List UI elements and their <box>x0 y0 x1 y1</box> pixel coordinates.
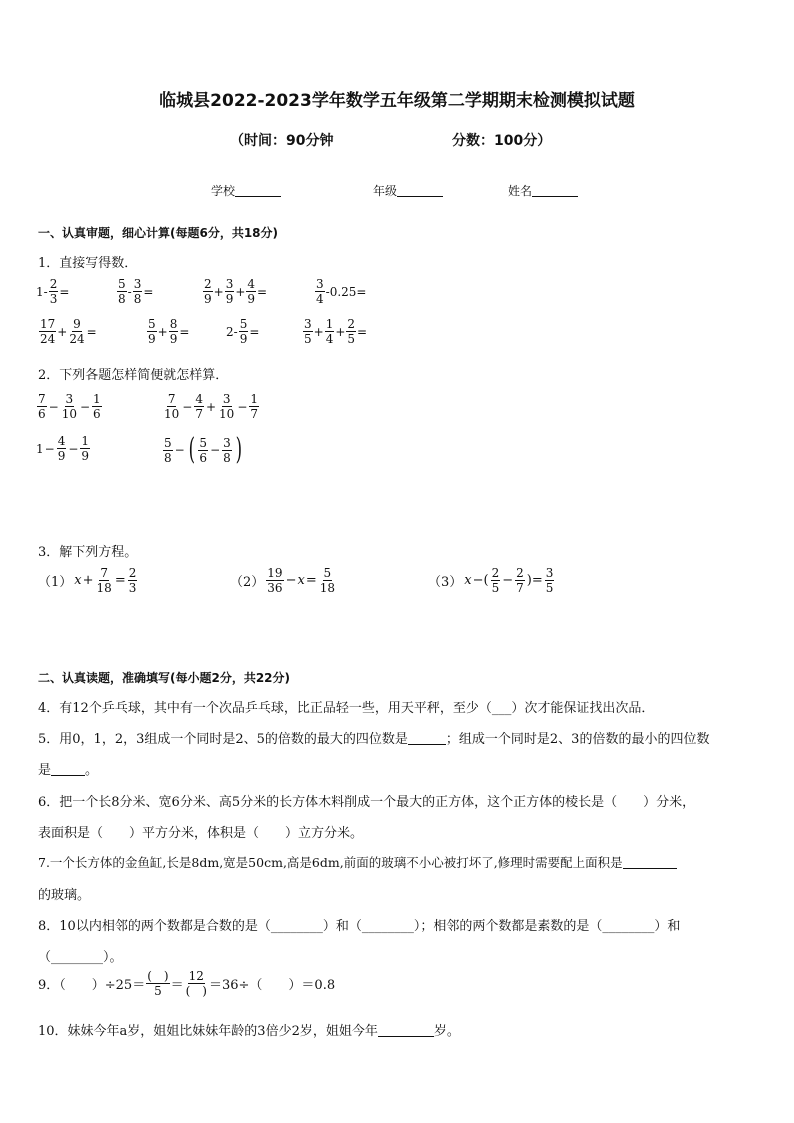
question-5-line-1 <box>38 728 709 747</box>
q9-fraction-1: $\frac{( )}{5}$ <box>147 969 169 998</box>
question-6-line-1: 6．把一个长8分米、宽6分米、高5分米的长方体木料削成一个最大的正方体，这个正方体的棱长是（ ）分米， <box>38 795 696 810</box>
q5-text-d: 。 <box>85 763 99 778</box>
question-7-line-2: 的玻璃。 <box>38 888 91 903</box>
q2-expr-1: $\frac{7}{6}$ − $\frac{3}{10}$ − $\frac{1}{6}$ <box>38 392 101 421</box>
section-2-heading: 二、认真读题，准确填写(每小题2分，共22分) <box>38 671 291 685</box>
question-2-label: 2．下列各题怎样简便就怎样算． <box>38 368 229 383</box>
q2-expr-4: $\frac{5}{8}$ − ( $\frac{5}{6}$ − $\frac{3}{8}$ ) <box>164 432 242 467</box>
page-title: 临城县2022-2023学年数学五年级第二学期期末检测模拟试题 <box>159 91 635 111</box>
name-label: 姓名 <box>508 184 533 198</box>
question-8-line-1: 8．10以内相邻的两个数都是合数的是（________）和（________）；相邻的两个数都是素数的是（________）和 <box>38 919 681 934</box>
q3-equation-3: （3） x −( $\frac{2}{5}$ − $\frac{2}{7}$ )= $\frac{3}{5}$ <box>428 566 554 595</box>
q1-expr-6: $\frac{5}{9}$ + $\frac{8}{9}$ = <box>148 317 190 346</box>
q5-answer-blank-2[interactable] <box>51 762 85 776</box>
question-10 <box>38 1020 460 1039</box>
grade-field <box>373 182 443 199</box>
grade-label: 年级 <box>373 184 398 198</box>
q3-part-2-label: （2） <box>230 575 265 590</box>
q10-text-b: 岁。 <box>433 1024 460 1039</box>
q7-answer-blank[interactable] <box>623 855 677 869</box>
q1-expr-1: 1- $\frac{2}{3}$ = <box>36 277 70 306</box>
q1-expr-4: $\frac{3}{4}$ -0.25= <box>316 277 367 306</box>
q1-expr-3: $\frac{2}{9}$ + $\frac{3}{9}$ + $\frac{4}{9}$ = <box>204 277 268 306</box>
q3-equation-2: （2） $\frac{19}{36}$ − x = $\frac{5}{18}$ <box>230 566 335 595</box>
q9-text-a: 9．（ ）÷25＝ <box>38 978 146 993</box>
exam-time: （时间：90分钟 <box>230 133 334 149</box>
question-3-label: 3．解下列方程。 <box>38 545 138 560</box>
q5-text-b: ；组成一个同时是2、3的倍数的最小的四位数 <box>445 732 710 747</box>
q1-expr-2: $\frac{5}{8}$ - $\frac{3}{8}$ = <box>118 277 154 306</box>
question-6-line-2: 表面积是（ ）平方分米，体积是（ ）立方分米。 <box>38 826 364 841</box>
q5-answer-blank-1[interactable] <box>408 731 446 745</box>
q5-text-a: 5．用0，1，2，3组成一个同时是2、5的倍数的最大的四位数是 <box>38 732 408 747</box>
q7-text-a: 7.一个长方体的金鱼缸,长是8dm,宽是50cm,高是6dm,前面的玻璃不小心被打坏了,修理时需要配上面积是 <box>38 855 623 870</box>
name-field <box>508 182 578 199</box>
q2-expr-2: $\frac{7}{10}$ − $\frac{4}{7}$ + $\frac{3}{10}$ − $\frac{1}{7}$ <box>164 392 259 421</box>
question-8-line-2: （________）。 <box>38 950 123 965</box>
question-4: 4．有12个乒乓球，其中有一个次品乒乓球，比正品轻一些，用天平秤，至少（___）次才能保证找出次品． <box>38 701 655 716</box>
q3-part-3-label: （3） <box>428 575 463 590</box>
question-5-line-2 <box>38 759 98 778</box>
name-blank[interactable] <box>532 184 578 197</box>
q9-fraction-2: $\frac{12}{( )}$ <box>185 969 207 998</box>
school-label: 学校 <box>211 184 236 198</box>
question-1-label: 1．直接写得数． <box>38 256 138 271</box>
q2-expr-3: 1 − $\frac{4}{9}$ − $\frac{1}{9}$ <box>36 434 90 463</box>
q1-expr-5: $\frac{17}{24}$ + $\frac{9}{24}$ = <box>40 317 97 346</box>
section-1-heading: 一、认真审题，细心计算(每题6分，共18分) <box>38 226 279 240</box>
q1-expr-7: 2- $\frac{5}{9}$ = <box>226 317 260 346</box>
exam-score: 分数：100分） <box>452 133 552 149</box>
q3-part-1-label: （1） <box>38 575 73 590</box>
grade-blank[interactable] <box>397 184 443 197</box>
q9-equals: ＝ <box>170 978 184 993</box>
q5-text-c: 是 <box>38 763 52 778</box>
question-9 <box>38 970 335 997</box>
q3-equation-1: （1） x + $\frac{7}{18}$ = $\frac{2}{3}$ <box>38 566 137 595</box>
q1-expr-8: $\frac{3}{5}$ + $\frac{1}{4}$ + $\frac{2}{5}$ = <box>304 317 368 346</box>
question-7-line-1 <box>38 853 677 871</box>
q9-text-b: ＝36÷（ ）＝0.8 <box>208 978 336 993</box>
school-blank[interactable] <box>235 184 281 197</box>
school-field <box>211 182 281 199</box>
q10-text-a: 10．妹妹今年a岁，姐姐比妹妹年龄的3倍少2岁，姐姐今年 <box>38 1024 378 1039</box>
q10-answer-blank[interactable] <box>378 1023 434 1037</box>
